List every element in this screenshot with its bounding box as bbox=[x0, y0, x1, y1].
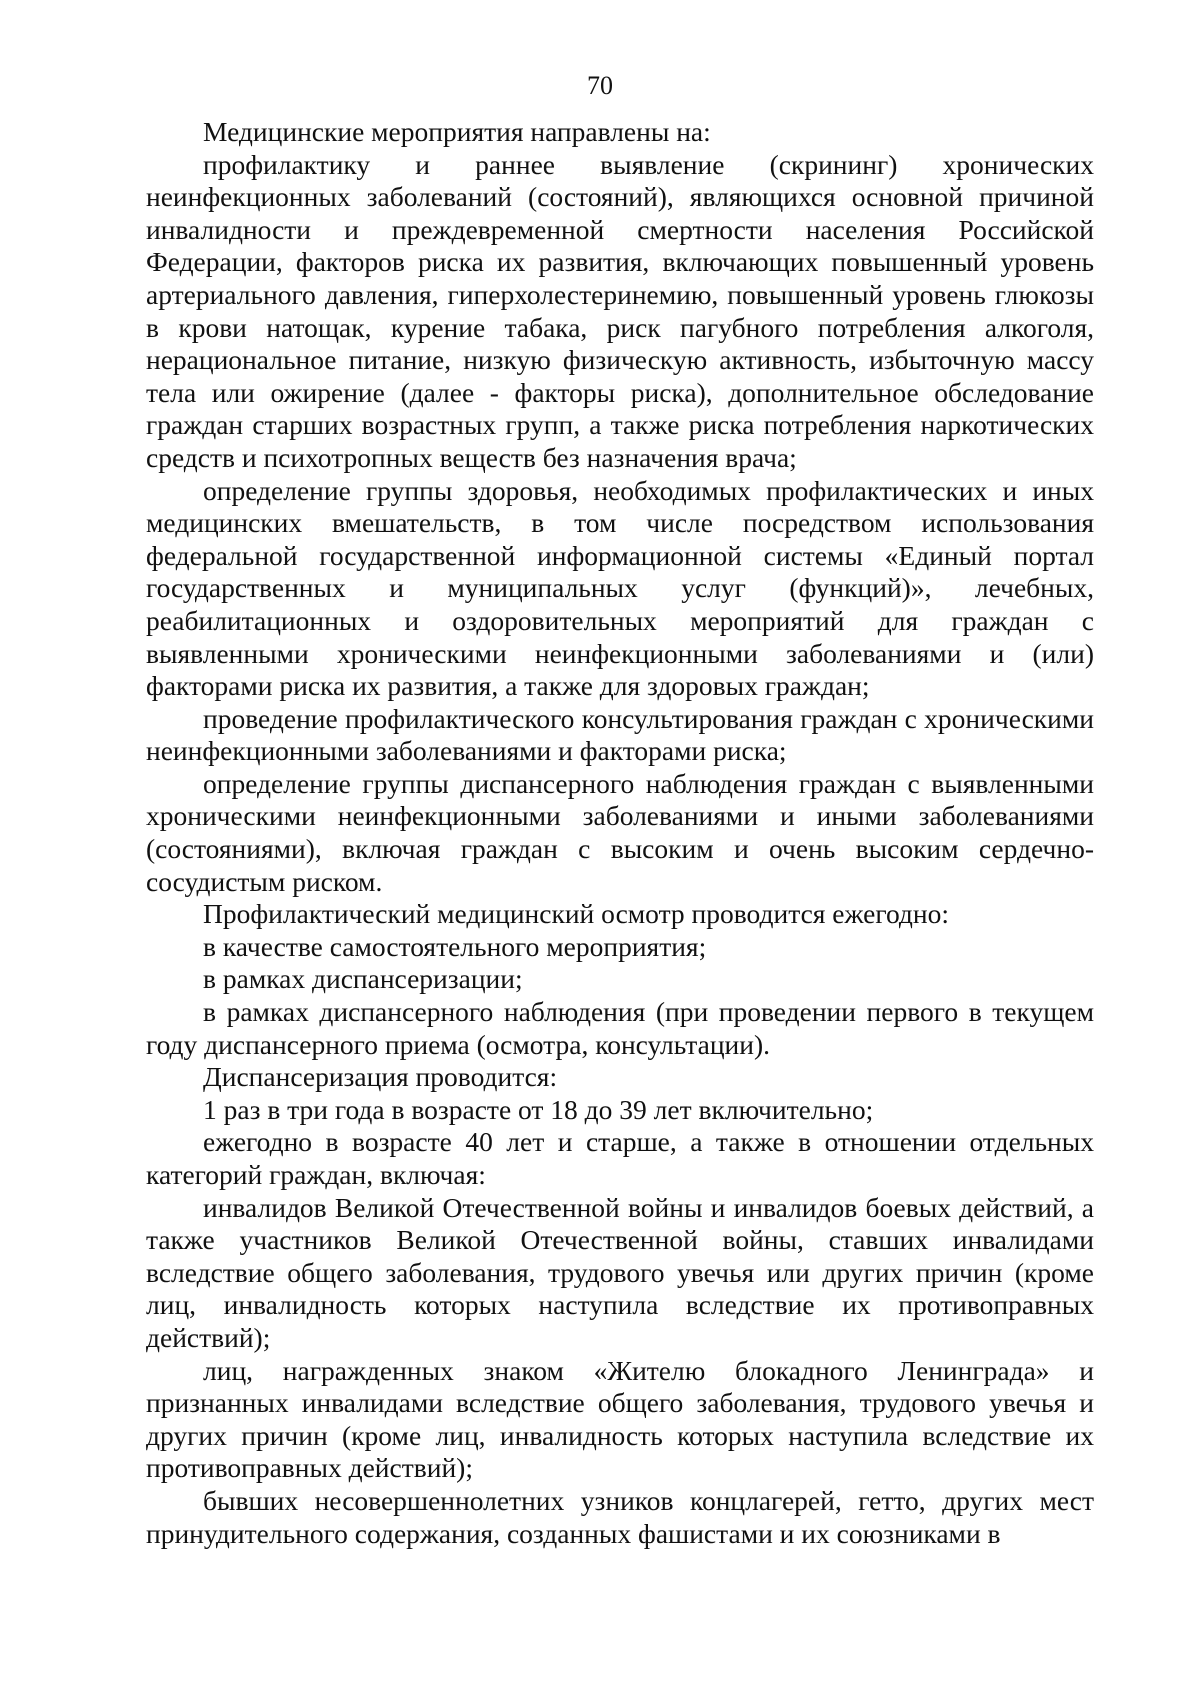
paragraph-leningrad-siege: лиц, награжденных знаком «Жителю блокадного Ленинграда» и признанных инвалидами вследствие общего заболевания, трудового увечья и других причин (кроме лиц, инвалидность которых наступила вследствие их противоправных действий); bbox=[146, 1354, 1094, 1484]
paragraph-intro: Медицинские мероприятия направлены на: bbox=[203, 116, 711, 147]
paragraph-standalone: в качестве самостоятельного мероприятия; bbox=[203, 930, 707, 962]
paragraph-annual-checkup: Профилактический медицинский осмотр проводится ежегодно: bbox=[203, 898, 950, 930]
paragraph-prevention-screening: профилактику и раннее выявление (скрининг) хронических неинфекционных заболеваний (состояний), являющихся основной причиной инвалидности и преждевременной смертности населения Российской Федерации, факторов риска их развития, включающих повышенный уровень артериального давления, гиперхолестеринемию, повышенный уровень глюкозы в крови натощак, курение табака, риск пагубного потребления алкоголя, нерациональное питание, низкую физическую активность, избыточную массу тела или ожирение (далее - факторы риска), дополнительное обследование граждан старших возрастных групп, а также риска потребления наркотических средств и психотропных веществ без назначения врача; bbox=[146, 148, 1094, 473]
paragraph-dispensary-group: определение группы диспансерного наблюдения граждан с выявленными хроническими неинфекционными заболеваниями и иными заболеваниями (состояниями), включая граждан с высоким и очень высоким сердечно-сосудистым риском. bbox=[146, 767, 1094, 897]
paragraph-annually-40-plus: ежегодно в возрасте 40 лет и старше, а также в отношении отдельных категорий граждан, включая: bbox=[146, 1126, 1094, 1190]
paragraph-war-invalids: инвалидов Великой Отечественной войны и инвалидов боевых действий, а также участников Великой Отечественной войны, ставших инвалидами вследствие общего заболевания, трудового увечья или других причин (кроме лиц, инвалидность которых наступила вследствие их противоправных действий); bbox=[146, 1191, 1094, 1353]
paragraph-health-group: определение группы здоровья, необходимых профилактических и иных медицинских вмешательств, в том числе посредством использования федеральной государственной информационной системы «Единый портал государственных и муниципальных услуг (функций)», лечебных, реабилитационных и оздоровительных мероприятий для граждан с выявленными хроническими неинфекционными заболеваниями и (или) факторами риска их развития, а также для здоровых граждан; bbox=[146, 474, 1094, 702]
paragraph-within-observation: в рамках диспансерного наблюдения (при проведении первого в текущем году диспансерного приема (осмотра, консультации). bbox=[146, 996, 1094, 1060]
paragraph-dispensarization-heading: Диспансеризация проводится: bbox=[203, 1061, 558, 1093]
paragraph-former-prisoners: бывших несовершеннолетних узников концлагерей, гетто, других мест принудительного содержания, созданных фашистами и их союзниками в bbox=[146, 1484, 1094, 1549]
document-body bbox=[146, 116, 1094, 1550]
paragraph-within-dispensarization: в рамках диспансеризации; bbox=[203, 963, 523, 995]
paragraph-counseling: проведение профилактического консультирования граждан с хроническими неинфекционными заболеваниями и факторами риска; bbox=[146, 702, 1094, 767]
paragraph-every-three-years: 1 раз в три года в возрасте от 18 до 39 лет включительно; bbox=[203, 1093, 874, 1125]
page-number: 70 bbox=[587, 71, 613, 100]
